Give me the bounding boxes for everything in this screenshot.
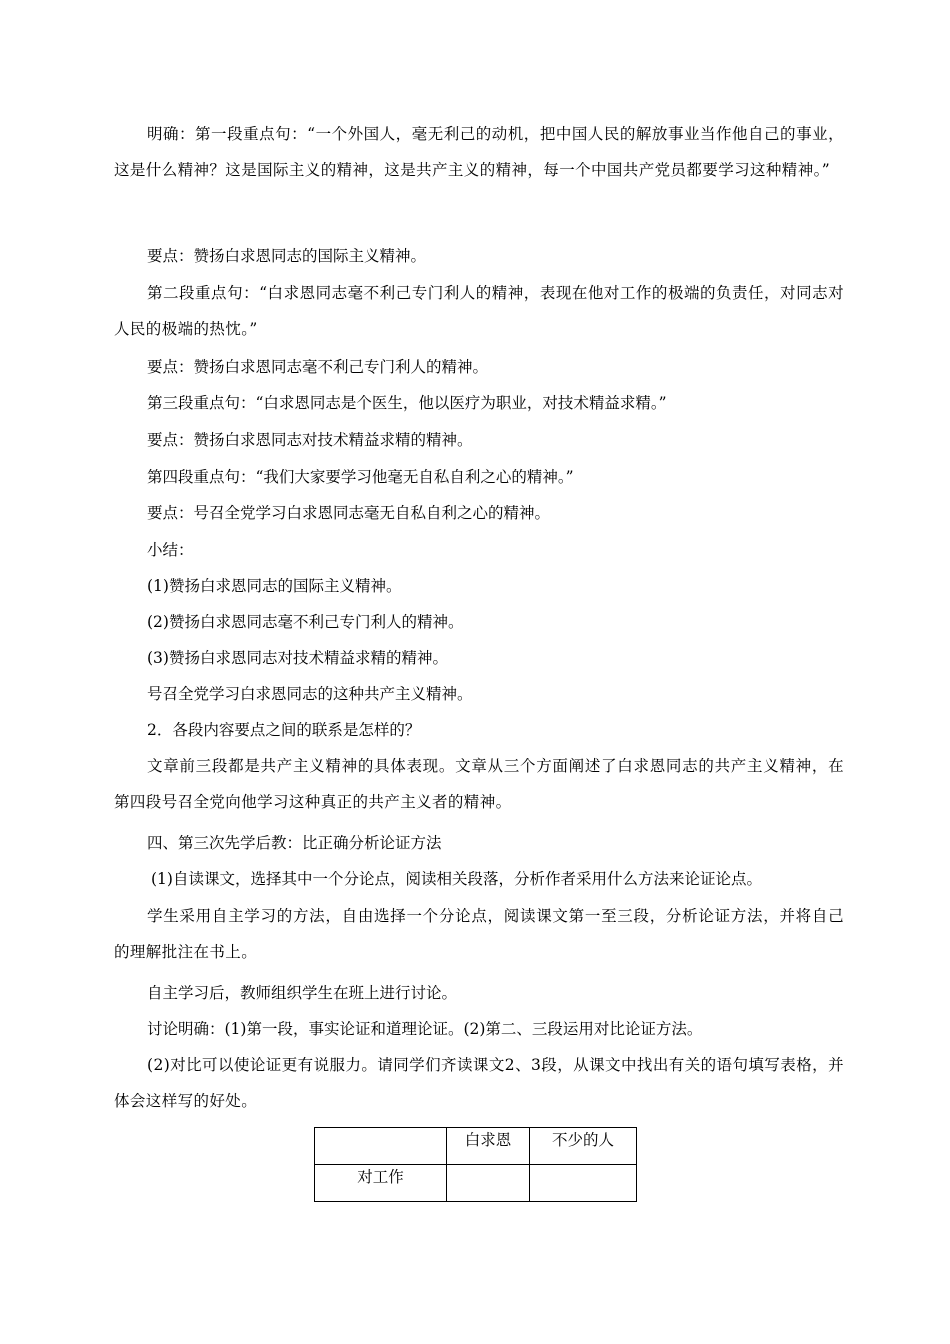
discussion-conclusion: 讨论明确：(1)第一段，事实论证和道理论证。(2)第二、三段运用对比论证方法。: [147, 1020, 703, 1038]
section-heading-4: 四、第三次先学后教：比正确分析论证方法: [147, 834, 442, 852]
answer-2: 文章前三段都是共产主义精神的具体表现。文章从三个方面阐述了白求恩同志的共产主义精神，在第四段号召全党向他学习这种真正的共产主义者的精神。: [114, 757, 844, 811]
paragraph-point-3: 要点：赞扬白求恩同志对技术精益求精的精神。: [147, 431, 473, 449]
paragraph-key-sentence-1: 明确：第一段重点句：“一个外国人，毫无利己的动机，把中国人民的解放事业当作他自己的事业，这是什么精神？这是国际主义的精神，这是共产主义的精神，每一个中国共产党员都要学习这种精神。”: [114, 125, 844, 179]
paragraph-key-sentence-3: 第三段重点句：“白求恩同志是个医生，他以医疗为职业，对技术精益求精。”: [147, 394, 667, 412]
table-header-cell: 白求恩: [447, 1128, 530, 1165]
summary-item-1: (1)赞扬白求恩同志的国际主义精神。: [147, 577, 402, 595]
table-cell: [530, 1165, 637, 1202]
task-2: (2)对比可以使论证更有说服力。请同学们齐读课文2、3段，从课文中找出有关的语句填写表格，并体会这样写的好处。: [114, 1056, 844, 1110]
paragraph-key-sentence-4: 第四段重点句：“我们大家要学习他毫无自私自利之心的精神。”: [147, 468, 574, 486]
summary-item-2: (2)赞扬白求恩同志毫不利己专门利人的精神。: [147, 613, 464, 631]
student-method: 学生采用自主学习的方法，自由选择一个分论点，阅读课文第一至三段，分析论证方法，并将自己的理解批注在书上。: [114, 907, 844, 961]
paragraph-point-4: 要点：号召全党学习白求恩同志毫无自私自利之心的精神。: [147, 504, 551, 522]
table-row: [315, 1165, 637, 1202]
paragraph-point-2: 要点：赞扬白求恩同志毫不利己专门利人的精神。: [147, 358, 489, 376]
table-header-cell: 不少的人: [530, 1128, 637, 1165]
table-header-row: [315, 1128, 637, 1165]
table-header-cell: [315, 1128, 447, 1165]
table-cell: 对工作: [315, 1165, 447, 1202]
paragraph-key-sentence-2: 第二段重点句：“白求恩同志毫不利己专门利人的精神，表现在他对工作的极端的负责任，对同志对人民的极端的热忱。”: [114, 284, 844, 338]
summary-conclusion: 号召全党学习白求恩同志的这种共产主义精神。: [147, 685, 473, 703]
comparison-table: [314, 1127, 637, 1202]
discussion-intro: 自主学习后，教师组织学生在班上进行讨论。: [147, 984, 458, 1002]
question-2: 2．各段内容要点之间的联系是怎样的？: [147, 721, 421, 739]
paragraph-point-1: 要点：赞扬白求恩同志的国际主义精神。: [147, 247, 427, 265]
summary-item-3: (3)赞扬白求恩同志对技术精益求精的精神。: [147, 649, 448, 667]
summary-heading: 小结：: [147, 541, 194, 559]
task-1: (1)自读课文，选择其中一个分论点，阅读相关段落，分析作者采用什么方法来论证论点。: [151, 870, 762, 888]
table-cell: [447, 1165, 530, 1202]
